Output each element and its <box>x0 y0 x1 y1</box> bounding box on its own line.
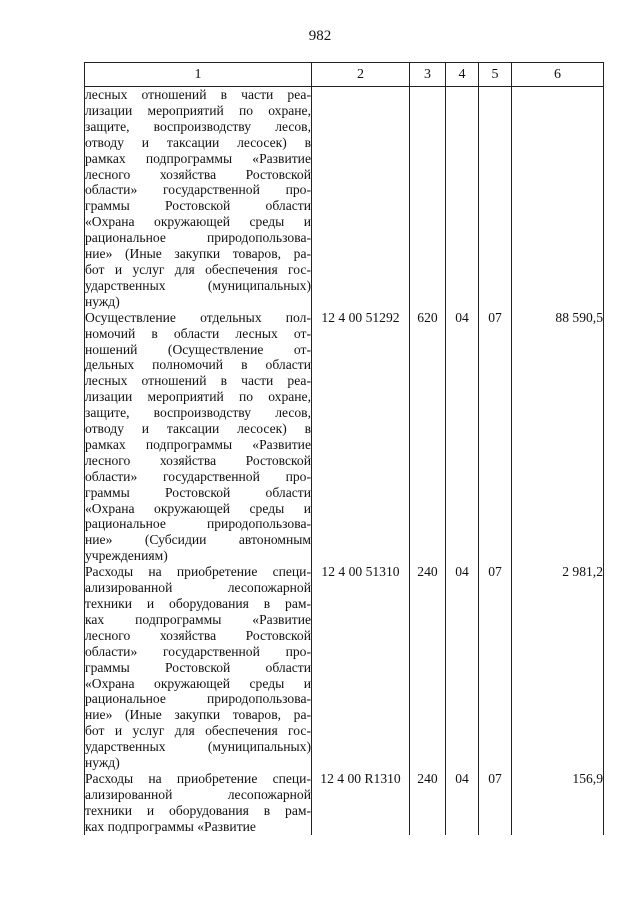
description-line: Расходы на приобретение специ- <box>85 770 311 786</box>
row-expense-type: 240 <box>410 771 446 835</box>
description-line: защите, воспроизводству лесов, <box>85 118 311 134</box>
description-line: рамках подпрограммы «Развитие <box>85 436 311 452</box>
row-expense-type: 240 <box>410 564 446 771</box>
row-subsection <box>479 87 512 310</box>
row-description <box>85 771 312 835</box>
row-amount: 2 981,2 <box>512 564 604 771</box>
description-line: ках подпрограммы «Развитие <box>85 818 256 834</box>
description-line: лизации мероприятий по охране, <box>85 102 311 118</box>
description-line: бот и услуг для обеспечения гос- <box>85 261 311 277</box>
description-line: рациональное природопользова- <box>85 691 311 707</box>
description-line: защите, воспроизводству лесов, <box>85 405 311 421</box>
table-row <box>85 87 604 310</box>
header-col-1: 1 <box>85 63 312 87</box>
row-amount <box>512 87 604 310</box>
description-line: ках подпрограммы «Развитие <box>85 611 311 627</box>
row-description <box>85 564 312 771</box>
row-section: 04 <box>446 564 479 771</box>
description-line: лесных отношений в части реа- <box>85 373 311 389</box>
description-line: Осуществление отдельных пол- <box>85 309 311 325</box>
description-line: техники и оборудования в рам- <box>85 596 311 611</box>
description-line: ударственных (муниципальных) <box>85 739 311 755</box>
header-col-5: 5 <box>479 63 512 87</box>
row-subsection: 07 <box>479 564 512 771</box>
description-line: «Охрана окружающей среды и <box>85 675 311 691</box>
row-section: 04 <box>446 771 479 835</box>
description-line: области» государственной про- <box>85 468 311 484</box>
row-expense-type <box>410 87 446 310</box>
description-line: «Охрана окружающей среды и <box>85 500 311 516</box>
description-line: Расходы на приобретение специ- <box>85 564 311 580</box>
description-line: лизации мероприятий по охране, <box>85 389 311 405</box>
row-target-code: 12 4 00 R1310 <box>312 771 410 835</box>
row-subsection: 07 <box>479 310 512 565</box>
description-line: «Охрана окружающей среды и <box>85 214 311 230</box>
row-subsection: 07 <box>479 771 512 835</box>
row-expense-type: 620 <box>410 310 446 565</box>
row-section: 04 <box>446 310 479 565</box>
description-line: ние» (Иные закупки товаров, ра- <box>85 707 311 723</box>
row-amount: 156,9 <box>512 771 604 835</box>
row-target-code <box>312 87 410 310</box>
table-body <box>85 87 604 835</box>
row-target-code: 12 4 00 51292 <box>312 310 410 565</box>
description-line: учреждениям) <box>85 548 168 564</box>
description-line: ализированной лесопожарной <box>85 580 311 596</box>
description-line: дельных полномочий в области <box>85 357 311 373</box>
description-line: техники и оборудования в рам- <box>85 802 311 818</box>
header-col-3: 3 <box>410 63 446 87</box>
table-row <box>85 564 604 771</box>
description-line: граммы Ростовской области <box>85 659 311 675</box>
description-line: рациональное природопользова- <box>85 230 311 246</box>
page-number: 982 <box>308 28 332 44</box>
description-line: области» государственной про- <box>85 182 311 198</box>
description-line: бот и услуг для обеспечения гос- <box>85 723 311 739</box>
description-line: лесного хозяйства Ростовской <box>85 627 311 643</box>
row-section <box>446 87 479 310</box>
description-line: лесного хозяйства Ростовской <box>85 452 311 468</box>
description-line: ние» (Иные закупки товаров, ра- <box>85 246 311 262</box>
description-line: номочий в области лесных от- <box>85 325 311 341</box>
description-line: отводу и таксации лесосек) в <box>85 134 311 150</box>
description-line: рациональное природопользова- <box>85 516 311 532</box>
row-amount: 88 590,5 <box>512 310 604 565</box>
table-row <box>85 310 604 565</box>
row-description <box>85 87 312 310</box>
header-col-2: 2 <box>312 63 410 87</box>
description-line: нужд) <box>85 755 120 771</box>
table-row <box>85 771 604 835</box>
description-line: лесного хозяйства Ростовской <box>85 166 311 182</box>
description-line: нужд) <box>85 293 120 309</box>
description-line: отводу и таксации лесосек) в <box>85 421 311 437</box>
description-line: граммы Ростовской области <box>85 484 311 500</box>
table-header-row <box>85 63 604 87</box>
row-target-code: 12 4 00 51310 <box>312 564 410 771</box>
description-line: ние» (Субсидии автономным <box>85 532 311 548</box>
row-description <box>85 310 312 565</box>
budget-table <box>84 62 604 835</box>
description-line: области» государственной про- <box>85 643 311 659</box>
header-col-4: 4 <box>446 63 479 87</box>
description-line: ношений (Осуществление от- <box>85 341 311 357</box>
description-line: ализированной лесопожарной <box>85 786 311 802</box>
header-col-6: 6 <box>512 63 604 87</box>
description-line: рамках подпрограммы «Развитие <box>85 150 311 166</box>
description-line: лесных отношений в части реа- <box>85 87 311 102</box>
description-line: граммы Ростовской области <box>85 198 311 214</box>
description-line: ударственных (муниципальных) <box>85 277 311 293</box>
